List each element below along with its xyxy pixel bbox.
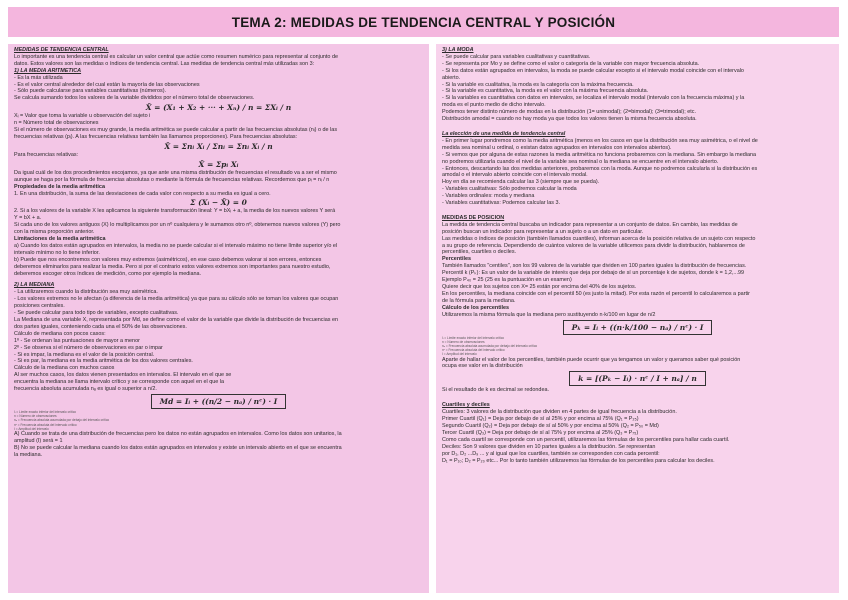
formula-text: k = [(Pₖ − Iᵢ) · nᶜ / I + nₐ] / n	[569, 371, 706, 386]
formula-mean-absolute	[14, 142, 423, 151]
text-line: encuentra la mediana se llama intervalo crítico y se corresponde con aquel en el que la	[14, 379, 225, 386]
text-line: posición buscan un indicador para representar a un sujeto o a un dato en particular.	[442, 228, 644, 235]
left-block-1	[14, 47, 423, 102]
text-line: amodal o el intervalo abierto coincide con el intervalo modal.	[442, 172, 588, 179]
text-line: posiciones centrales.	[14, 303, 65, 310]
text-line: Deciles: Son 9 valores que dividen en 10 partes iguales a la distribución. Se representan	[442, 443, 656, 450]
text-line: - Si es par, la mediana es la media aritmética de los dos valores centrales.	[14, 358, 193, 365]
text-line: - Si vemos que por alguna de estas razones la media aritmética no funciona probaremos con la mediana. Sin embargo la mediana	[442, 151, 757, 158]
text-line: - Sólo puede calcularse para variables cuantitativas (números).	[14, 88, 167, 95]
text-line: Percentiles	[442, 256, 472, 263]
text-line: abierto.	[442, 74, 461, 81]
text-line: Cálculo de la mediana con muchos casos	[14, 365, 115, 372]
text-line: MEDIDAS DE TENDENCIA CENTRAL	[14, 47, 109, 53]
text-line: - Si los datos están agrupados en intervalos, la moda se puede calcular excepto si el intervalo modal coincide con el intervalo	[442, 67, 744, 74]
text-line: - Si la variables es cuantitativa con datos en intervalos, se localiza el intervalo modal (intervalo con la frecuencia máxima) y la	[442, 95, 745, 102]
text-line: Si cada uno de los valores antiguos (X) lo multiplicamos por un nº cualquiera y le sumamos otro nº, obtenemos nuevos valores (Y) pero	[14, 222, 341, 229]
formula-mean-relative	[14, 160, 423, 169]
text-line: Aparte de hallar el valor de los percentiles, también puede ocurrir que ya tengamos un valor y queramos saber qué posición	[442, 356, 741, 363]
text-line: 2. Si a los valores de la variable X les aplicamos la siguiente transformación lineal: Y = bXᵢ + a, la media de los nuevos valores Y será	[14, 208, 336, 215]
text-line: Hoy en día se recomienda calcular las 3 (siempre que se pueda).	[442, 179, 600, 186]
text-line: Si el número de observaciones es muy grande, la media aritmética se puede calcular a partir de las frecuencias absolutas (nᵢ) o de las	[14, 127, 338, 134]
right-block-2	[442, 131, 833, 207]
text-line: Utilizaremos la misma fórmula que la mediana pero sustituyendo n·k/100 en lugar de n/2	[442, 311, 656, 318]
text-line: de la fórmula para la mediana.	[442, 297, 516, 304]
legend-line: I = Amplitud del intervalo	[442, 352, 477, 357]
text-line: - Si es impar, la mediana es el valor de la posición central.	[14, 351, 155, 358]
text-line: MEDIDAS DE POSICIÓN	[442, 214, 505, 221]
right-block-4	[442, 357, 833, 371]
text-line: dos partes iguales, conteniendo cada una el 50% de las observaciones.	[14, 323, 187, 330]
text-line: Segundo Cuartil (Q₂) = Deja por debajo de sí al 50% y por encima al 50% (Q₂ = P₅₀ = Md)	[442, 422, 659, 429]
right-block-3	[442, 215, 833, 319]
text-line: A) Cuando se trata de una distribución de frecuencias pero los datos no están agrupados en intervalos. Como los datos son unitarios, la	[14, 430, 342, 437]
text-line: - Se puede calcular para variables cualitativas y cuantitativas.	[442, 53, 591, 60]
text-line: a) Cuando los datos están agrupados en intervalos, la media no se puede calcular si el intervalo máximo no tiene límite superior y/o el	[14, 242, 338, 249]
text-line: moda es el punto medio de dicho intervalo.	[442, 102, 546, 109]
text-line: - Se representa por Mo y se define como el valor o categoría de la variable con mayor frecuencia absoluta.	[442, 60, 700, 67]
text-line: - En primer lugar pondremos como la media aritmética (menos en los casos en que la distribución sea muy asimétrica, o el nivel de	[442, 137, 758, 144]
legend-line: nₐ = Frecuencia absoluta acumulada por debajo del intervalo crítico	[442, 343, 538, 348]
formula-text: X̄ = Σnᵢ Xᵢ / Σnᵢ = Σnᵢ Xᵢ / n	[164, 141, 273, 151]
left-legend	[14, 410, 423, 431]
text-line: frecuencias relativas (pᵢ). A las frecuencias relativas también las llamamos proporciones). Para frecuencias absolutas:	[14, 133, 298, 140]
formula-mean	[14, 103, 423, 112]
text-line: Lo importante es una tendencia central es calcular un valor central que actúe como resumen numérico para representar al conjunto de	[14, 53, 339, 60]
text-line: Si el resultado de k es decimal se redondea.	[442, 387, 550, 394]
text-line: deberemos eliminarlos para realizar la media. Pero si por el contrario estos valores extremos son importantes para nuestro estudio,	[14, 263, 331, 270]
text-line: - La utilizaremos cuando la distribución sea muy asimétrica.	[14, 289, 158, 296]
text-line: Ȳ = bX̄ + a.	[14, 215, 42, 222]
text-line: a su grupo de referencia. Dependiendo de cuántos valores de la variable utilicemos para dividir la distribución, hablaremos de	[442, 242, 745, 249]
text-line: Distribución amodal = cuando no hay moda ya que todos los valores tienen la misma frecuencia absoluta.	[442, 116, 697, 123]
text-line: También llamados "centiles", son los 99 valores de la variable que dividen en 100 partes iguales la distribución de frecuencias.	[442, 263, 747, 270]
text-line: medida sea nominal u ordinal, o existan datos agrupados en intervalos con intervalos abiertos).	[442, 144, 672, 151]
text-line: Tercer Cuartil (Q₃) = Deja por debajo de sí al 75% y por encima al 25% (Q₃ = P₇₅)	[442, 429, 639, 436]
text-line: 3) LA MODA	[442, 47, 474, 53]
text-line: 2º - Se observa si el número de observaciones es par o impar	[14, 344, 163, 351]
formula-text: X̄ = Σpᵢ Xᵢ	[198, 159, 239, 169]
text-line: - Variables ordinales: moda y mediana	[442, 193, 535, 200]
page-title: TEMA 2: MEDIDAS DE TENDENCIA CENTRAL Y POSICIÓN	[231, 14, 616, 30]
text-line: no podremos utilizarla cuando el nivel de la variable sea nominal o la mediana se encuentre en el intervalo abierto.	[442, 158, 719, 165]
text-line: Cuartiles: 3 valores de la distribución que dividen en 4 partes de igual frecuencia a la distribución.	[442, 409, 677, 416]
formula-text: X̄ = (X₁ + X₂ + ··· + Xₙ) / n = ΣXᵢ / n	[145, 103, 292, 113]
formula-deviation	[14, 198, 423, 207]
legend-line: Iᵢ = Límite exacto inferior del intervalo crítico	[442, 335, 505, 340]
text-line: Las medidas o índices de posición (también llamados cuantiles), informan acerca de la posición relativa de un sujeto con respecto	[442, 235, 756, 242]
text-line: Quiere decir que los sujetos con X= 25 están por encima del 40% de los sujetos.	[442, 284, 637, 290]
text-line: por D₁, D₂ ...D₉ ... y al igual que los cuartiles, también se corresponden con cada percentil:	[442, 450, 660, 457]
text-line: Primer Cuartil (Q₁) = Deja por debajo de sí al 25% y por encima al 75% (Q₁ = P₂₅)	[442, 416, 639, 423]
text-line: con la misma proporción anterior.	[14, 229, 95, 236]
text-line: aunque se haga por la fórmula de frecuencias absolutas o mediante la fórmula de frecuencias relativas. Recordemos que pᵢ = nᵢ / n	[14, 176, 330, 183]
text-line: La medida de tendencia central buscaba un indicador para representar a un conjunto de datos. En cambio, las medidas de	[442, 221, 738, 228]
legend-line: Iᵢ = Límite exacto inferior del intervalo crítico	[14, 409, 77, 414]
text-line: - Entonces, descartando las dos medidas anteriores, probaremos con la moda. Aunque no podremos calcularla si la distribución es	[442, 165, 758, 172]
text-line: - Si la variable es cuantitativa, la moda es el valor con la máxima frecuencia absoluta.	[442, 88, 649, 95]
text-line: amplitud (I) será = 1	[14, 437, 63, 444]
text-line: Al ser muchos casos, los datos vienen presentados en intervalos. El intervalo en el que se	[14, 372, 232, 379]
text-line: deberemos escoger otros índices de medición, como por ejemplo la mediana.	[14, 270, 202, 277]
right-column	[436, 44, 839, 593]
text-line: Da igual cuál de los dos procedimientos escojamos, ya que ante una misma distribución de frecuencias el resultado va a ser el mismo	[14, 169, 337, 176]
text-line: Xᵢ = Valor que toma la variable u observación del sujeto i	[14, 113, 151, 120]
left-block-2	[14, 113, 423, 141]
legend-line: nₐ = Frecuencia absoluta acumulada por debajo del intervalo crítico	[14, 418, 110, 423]
text-line: la mediana.	[14, 451, 43, 458]
left-block-4	[14, 170, 423, 198]
text-line: Podemos tener distinto número de modas en la distribución (1= unimodal); (2=bimodal); (3=trimodal); etc.	[442, 109, 697, 116]
left-block-6	[14, 282, 423, 393]
text-line: 1) LA MEDIA ARITMÉTICA	[14, 67, 82, 74]
legend-line: n = Número de observaciones	[442, 339, 485, 344]
text-line: Propiedades de la media aritmética	[14, 183, 105, 190]
text-line: B) No se puede calcular la mediana cuando los datos están agrupados en intervalos y existe un intervalo abierto en el que se encuentra	[14, 444, 342, 451]
text-line: - Los valores extremos no le afectan (a diferencia de la media aritmética) ya que para su cálculo sólo se toman los valores que ocupan	[14, 296, 339, 303]
formula-percentile	[442, 320, 833, 335]
left-block-7	[14, 431, 423, 459]
left-block-5	[14, 208, 423, 277]
text-line: - Variables cualitativas: Sólo podremos calcular la moda	[442, 186, 577, 193]
formula-text: Pₖ = Iᵢ + ((n·k/100 − nₐ) / nᶜ) · I	[563, 320, 713, 335]
text-line: Para frecuencias relativas:	[14, 151, 79, 158]
right-block-6	[442, 402, 833, 464]
text-line: 2) LA MEDIANA	[14, 282, 55, 289]
text-line: La elección de una medida de tendencia central	[442, 130, 566, 137]
legend-line: n = Número de observaciones	[14, 414, 57, 419]
text-line: percentiles, cuartiles o deciles.	[442, 249, 517, 256]
text-line: n = Número total de observaciones	[14, 120, 99, 127]
formula-median	[14, 394, 423, 409]
text-line: Limitaciones de la media aritmética	[14, 236, 106, 243]
text-line: Cálculo de los percentiles	[442, 304, 510, 311]
text-line: frecuencia absoluta acumulada nₐ es igual o superior a n/2.	[14, 386, 157, 393]
right-block-1	[442, 47, 833, 123]
text-line: Ejemplo P₄₀ = 25 (25 es la puntuación en un examen)	[442, 277, 572, 284]
text-line: 1º - Se ordenan las puntuaciones de mayor a menor	[14, 337, 140, 344]
text-line: b) Puede que nos encontremos con valores muy extremos (asimétricos), en ese caso debemos valorar si son errores, entonces	[14, 256, 322, 263]
text-line: - Es el valor central alrededor del cual están la mayoría de las observaciones	[14, 81, 200, 88]
text-line: Percentil k (Pₖ): Es un valor de la variable de interés que deja por debajo de sí un porcentaje k de sujetos, donde k = 1,2,...99	[442, 270, 745, 277]
legend-line: I = Amplitud del intervalo	[14, 426, 49, 431]
legend-line: nᶜ = Frecuencia absoluta del intervalo crítico	[14, 422, 77, 427]
formula-text: Md = Iᵢ + ((n/2 − nₐ) / nᶜ) · I	[151, 394, 286, 409]
title-bar	[8, 7, 839, 37]
text-line: Se calcula sumando todos los valores de la variable divididos por el número total de observaciones.	[14, 95, 255, 102]
text-line: La Mediana de una variable X, representada por Md, se define como el valor de la variable que divide la distribución de frecuencias en	[14, 317, 339, 323]
text-line: D₁ = P₁₀; D₂ = P₂₀ etc... Por lo tanto también utilizaremos las fórmulas de los percentiles para calcular los deciles.	[442, 457, 715, 464]
text-line: datos. Estos valores son las medidas o índices de tendencia central. Las medidas de tendencia central más utilizadas son 3:	[14, 60, 315, 67]
legend-line: nᶜ = Frecuencia absoluta del intervalo crítico	[442, 348, 505, 353]
formula-text: Σ (Xᵢ − X̄) = 0	[190, 198, 247, 208]
text-line: ocupa ese valor en la distribución	[442, 363, 523, 370]
text-line: Cálculo de mediana con pocos casos:	[14, 330, 106, 337]
text-line: Como cada cuartil se corresponde con un percentil, utilizaremos las fórmulas de los percentiles para hallar cada cuartil.	[442, 436, 730, 443]
text-line: 1. En una distribución, la suma de las desviaciones de cada valor con respecto a su media es igual a cero.	[14, 190, 271, 197]
text-line: - Variables cuantitativas: Podemos calcular las 3.	[442, 200, 561, 207]
formula-percentile-rank	[442, 371, 833, 386]
text-line: - Si la variable es cualitativa, la moda es la categoría con la máxima frecuencia.	[442, 81, 634, 88]
text-line: intervalo mínimo no lo tiene inferior.	[14, 249, 100, 256]
text-line: - Es la más utilizada	[14, 74, 63, 81]
right-legend	[442, 336, 833, 357]
left-column	[8, 44, 429, 593]
text-line: Cuartiles y deciles	[442, 402, 490, 409]
text-line: - Se puede calcular para todo tipo de variables, excepto cualitativas.	[14, 310, 179, 317]
text-line: En los percentiles, la mediana coincide con el percentil 50 (es justo la mitad). Por esta razón el percentil lo calcularemos a partir	[442, 290, 750, 297]
